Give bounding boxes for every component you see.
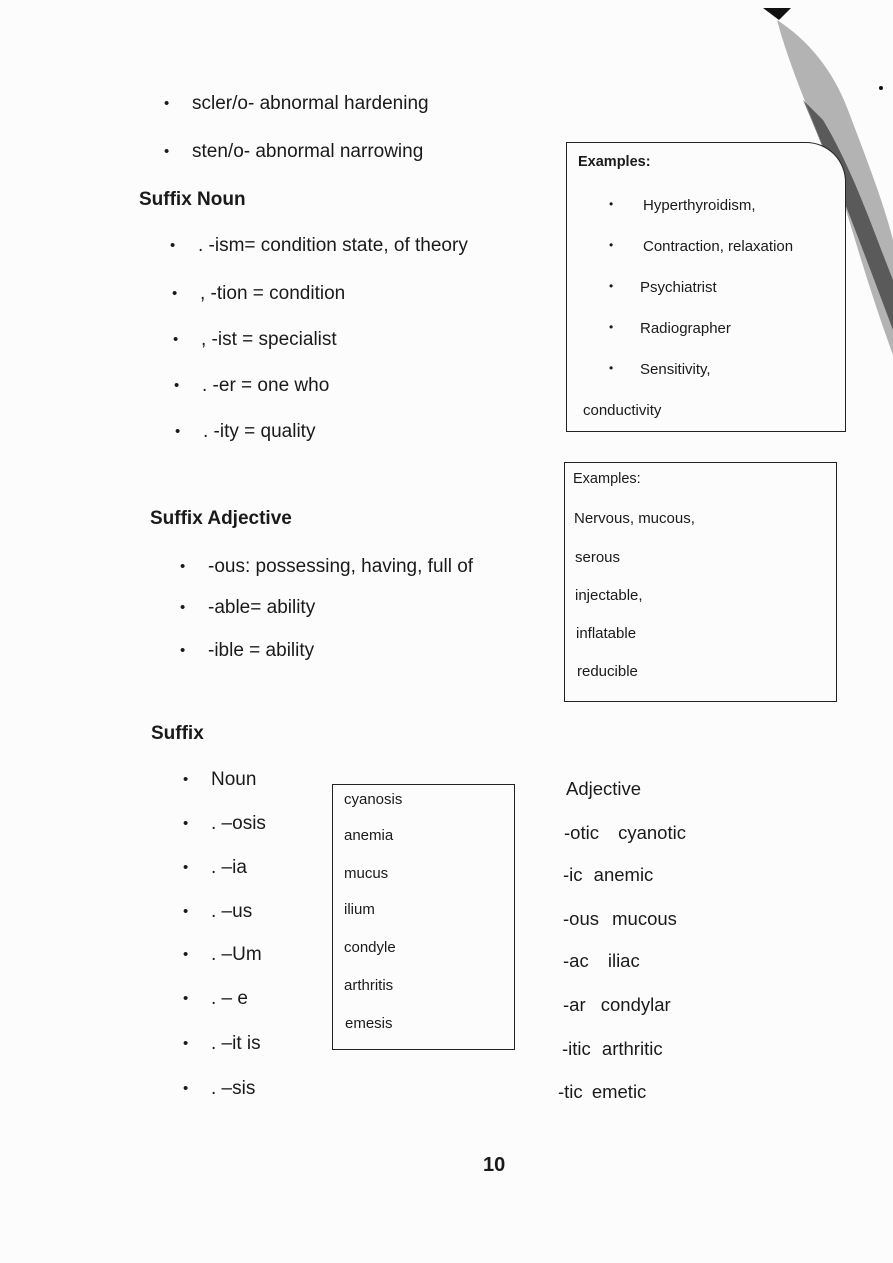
example-item: Psychiatrist [640,279,717,296]
bullet-icon: • [180,558,186,575]
bullet-icon: • [183,815,189,832]
adjective-suffix: -ac [563,950,589,971]
noun-word: arthritis [344,977,394,994]
noun-word: emesis [345,1015,393,1032]
adjective-suffix: -ous [563,908,599,929]
adjective-word: cyanotic [618,822,686,843]
bullet-icon: • [175,423,181,440]
bullet-icon: • [183,990,189,1007]
adjective-suffix: -ic [563,864,583,885]
example-item: Hyperthyroidism, [643,197,756,214]
noun-word: mucus [344,865,389,882]
noun-word: anemia [344,827,394,844]
bullet-icon: • [174,377,180,394]
adjective-row [563,950,640,972]
adjective-row [563,864,653,886]
bullet-icon: • [609,361,614,375]
noun-word: condyle [344,939,396,956]
bullet-icon: • [164,95,170,112]
example-item: serous [575,549,621,566]
bullet-icon: • [173,331,179,348]
adjective-row [558,1081,646,1103]
bullet-icon: • [183,903,189,920]
noun-word: cyanosis [344,791,403,808]
adjective-suffix: -tic [558,1081,583,1102]
suffix-heading: Suffix [151,723,204,744]
adjective-word: iliac [607,950,640,971]
adjective-suffix: -itic [562,1038,591,1059]
noun-word: ilium [344,901,375,918]
example-item: conductivity [583,402,662,419]
adjective-row [562,1038,663,1060]
adjective-heading: Adjective [566,778,642,799]
adjective-word: emetic [591,1081,647,1102]
example-item: Radiographer [640,320,731,337]
bullet-icon: • [183,771,189,788]
example-item: Nervous, mucous, [574,510,695,527]
bullet-icon: • [180,642,186,659]
bullet-icon: • [183,946,189,963]
suffix-adjective-heading: Suffix Adjective [150,508,292,529]
adjective-word: arthritic [601,1038,663,1059]
examples-title: Examples: [573,471,641,487]
bullet-icon: • [609,238,614,252]
bullet-icon: • [609,197,614,211]
example-item: inflatable [576,625,637,642]
example-item: reducible [577,663,638,680]
example-item: injectable, [575,587,643,604]
adjective-word: mucous [612,908,677,929]
bullet-icon: • [183,1080,189,1097]
bullet-icon: • [172,285,178,302]
suffix-noun-heading: Suffix Noun [139,189,246,210]
bullet-icon: • [183,859,189,876]
bullet-icon: • [609,279,614,293]
bullet-icon: • [183,1035,189,1052]
adjective-suffix: -ar [563,994,586,1015]
bullet-icon: • [170,237,176,254]
page-number: 10 [483,1154,506,1176]
bullet-icon: • [164,143,170,160]
adjective-suffix: -otic [564,822,599,843]
noun-word-box [332,784,515,1050]
examples-title: Examples: [578,154,651,170]
adjective-row [563,908,677,930]
bullet-icon: • [609,320,614,334]
adjective-word: anemic [593,864,654,885]
examples-box-noun [566,142,846,432]
adjective-row [563,994,671,1016]
example-item: Contraction, relaxation [643,238,794,255]
bullet-icon: • [180,599,186,616]
example-item: Sensitivity, [640,361,711,378]
adjective-row [564,822,686,844]
examples-box-adjective [564,462,837,702]
adjective-word: condylar [600,994,671,1015]
